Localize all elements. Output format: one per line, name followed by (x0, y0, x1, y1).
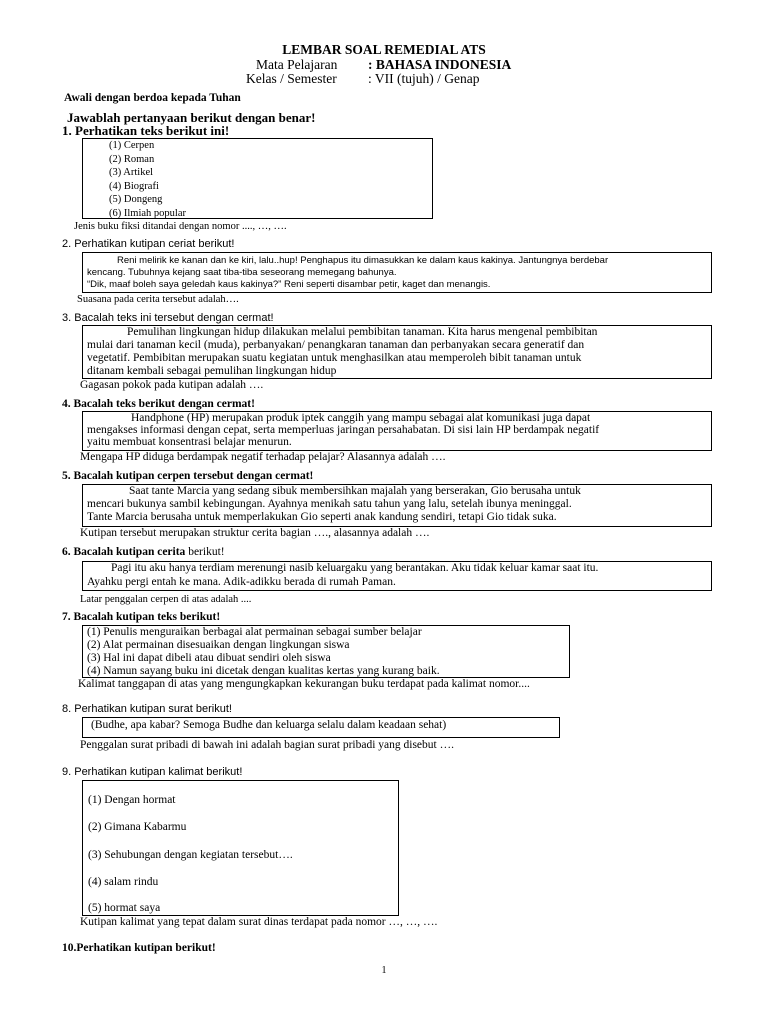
q9-item: (1) Dengan hormat (88, 794, 176, 806)
q9-prompt: 9. Perhatikan kutipan kalimat berikut! (62, 766, 243, 778)
q8-box (82, 717, 560, 738)
q1-item: (5) Dongeng (109, 194, 163, 205)
class-value: : VII (tujuh) / Genap (368, 71, 480, 86)
q6-box (82, 561, 712, 591)
q3-line: vegetatif. Pembibitan merupakan suatu kegiatan untuk menghasilkan atau memperoleh bibit tanaman untuk (87, 352, 582, 364)
q7-item: (3) Hal ini dapat dibeli atau dibuat sendiri oleh siswa (87, 652, 331, 664)
q5-line: mencari bukunya sambil kebingungan. Ayahnya menikah satu tahun yang lalu, setelah ibunya meninggal. (87, 498, 572, 510)
q3-prompt: 3. Bacalah teks ini tersebut dengan cermat! (62, 312, 274, 324)
q9-item: (4) salam rindu (88, 876, 159, 888)
q9-item: (3) Sehubungan dengan kegiatan tersebut…. (88, 849, 293, 861)
q7-question: Kalimat tanggapan di atas yang mengungkapkan kekurangan buku terdapat pada kalimat nomor.... (78, 678, 530, 690)
q1-item: (2) Roman (109, 153, 155, 165)
subject-label: Mata Pelajaran (256, 57, 338, 72)
q8-prompt: 8. Perhatikan kutipan surat berikut! (62, 703, 232, 715)
q7-item: (4) Namun sayang buku ini dicetak dengan kualitas kertas yang kurang baik. (87, 665, 440, 677)
q7-item: (1) Penulis menguraikan berbagai alat permainan sebagai sumber belajar (87, 626, 422, 638)
q3-question: Gagasan pokok pada kutipan adalah …. (80, 379, 264, 391)
q8-quote: (Budhe, apa kabar? Semoga Budhe dan keluarga selalu dalam keadaan sehat) (91, 719, 447, 731)
q4-box (82, 411, 712, 451)
q9-item: (2) Gimana Kabarmu (88, 821, 187, 833)
q6-prompt (62, 546, 225, 560)
q4-line: mengakses informasi dengan cepat, serta memperluas jaringan persahabatan. Di sisi lain HP berdampak negatif (87, 424, 600, 436)
q1-box (82, 138, 433, 219)
q5-line: Saat tante Marcia yang sedang sibuk membersihkan majalah yang berserakan, Gio berusaha untuk (129, 485, 581, 497)
q4-prompt: 4. Bacalah teks berikut dengan cermat! (62, 398, 255, 410)
q10-prompt: 10.Perhatikan kutipan berikut! (62, 942, 216, 954)
q8-question: Penggalan surat pribadi di bawah ini adalah bagian surat pribadi yang disebut …. (80, 739, 454, 751)
q1-item: (6) Ilmiah popular (109, 207, 186, 219)
q2-question: Suasana pada cerita tersebut adalah…. (77, 294, 239, 305)
q6-prompt-bold: 6. Bacalah kutipan cerita (62, 546, 186, 558)
q7-prompt: 7. Bacalah kutipan teks berikut! (62, 611, 221, 623)
class-label: Kelas / Semester (246, 71, 337, 86)
q7-box (82, 625, 570, 678)
q1-prompt: 1. Perhatikan teks berikut ini! (62, 123, 230, 138)
q5-prompt: 5. Bacalah kutipan cerpen tersebut dengan cermat! (62, 470, 314, 482)
q2-line: “Dik, maaf boleh saya geledah kaus kakinya?” Reni seperti disambar petir, kaget dan menangis. (87, 279, 491, 290)
q5-line: Tante Marcia berusaha untuk memperlakukan Gio seperti anak kandung sendiri, tetapi Gio tidak suka. (87, 511, 557, 523)
q3-box (82, 325, 712, 379)
q1-item: (3) Artikel (109, 167, 154, 178)
q2-prompt: 2. Perhatikan kutipan ceriat berikut! (62, 238, 235, 250)
q6-prompt-rest: berikut! (185, 546, 225, 558)
instruction: Jawablah pertanyaan berikut dengan benar! (67, 110, 316, 125)
q6-line: Ayahku pergi entah ke mana. Adik-adikku berada di rumah Paman. (87, 576, 396, 588)
q3-line: Pemulihan lingkungan hidup dilakukan melalui pembibitan tanaman. Kita harus mengenal pembibitan (127, 326, 598, 338)
q6-line: Pagi itu aku hanya terdiam merenungi nasib keluargaku yang berantakan. Aku tidak keluar kamar saat itu. (111, 562, 599, 574)
q4-line: yaitu membuat konsentrasi belajar menurun. (87, 436, 292, 448)
q6-question: Latar penggalan cerpen di atas adalah .... (80, 594, 252, 605)
q1-item: (1) Cerpen (109, 140, 155, 151)
subject-value: : BAHASA INDONESIA (368, 57, 512, 72)
page-number: 1 (381, 965, 387, 976)
q3-line: ditanam kembali sebagai pemulihan lingkungan hidup (87, 365, 337, 377)
document-title: LEMBAR SOAL REMEDIAL ATS (282, 42, 486, 57)
q9-question: Kutipan kalimat yang tepat dalam surat dinas terdapat pada nomor …, …, …. (80, 916, 438, 928)
opening-note: Awali dengan berdoa kepada Tuhan (64, 92, 241, 104)
q9-box (82, 780, 399, 916)
q5-question: Kutipan tersebut merupakan struktur cerita bagian …., alasannya adalah …. (80, 527, 430, 539)
q4-line: Handphone (HP) merupakan produk iptek canggih yang mampu sebagai alat komunikasi juga dapat (131, 412, 591, 424)
q5-box (82, 484, 712, 527)
q7-item: (2) Alat permainan disesuaikan dengan lingkungan siswa (87, 639, 350, 651)
q2-line: kencang. Tubuhnya kejang saat tiba-tiba seseorang memegang bahunya. (87, 267, 397, 278)
q1-question: Jenis buku fiksi ditandai dengan nomor ...., …, …. (74, 221, 287, 232)
q4-question: Mengapa HP diduga berdampak negatif terhadap pelajar? Alasannya adalah …. (80, 451, 446, 463)
q1-item: (4) Biografi (109, 180, 159, 192)
q3-line: mulai dari tanaman kecil (muda), perbanyakan/ penangkaran tanaman dan perbanyakan secara generatif dan (87, 339, 585, 351)
q2-line: Reni melirik ke kanan dan ke kiri, lalu..hup! Penghapus itu dimasukkan ke dalam kaus kakinya. Jantungnya berdebar (117, 255, 609, 266)
q9-item: (5) hormat saya (88, 902, 161, 914)
q2-box (82, 252, 712, 293)
